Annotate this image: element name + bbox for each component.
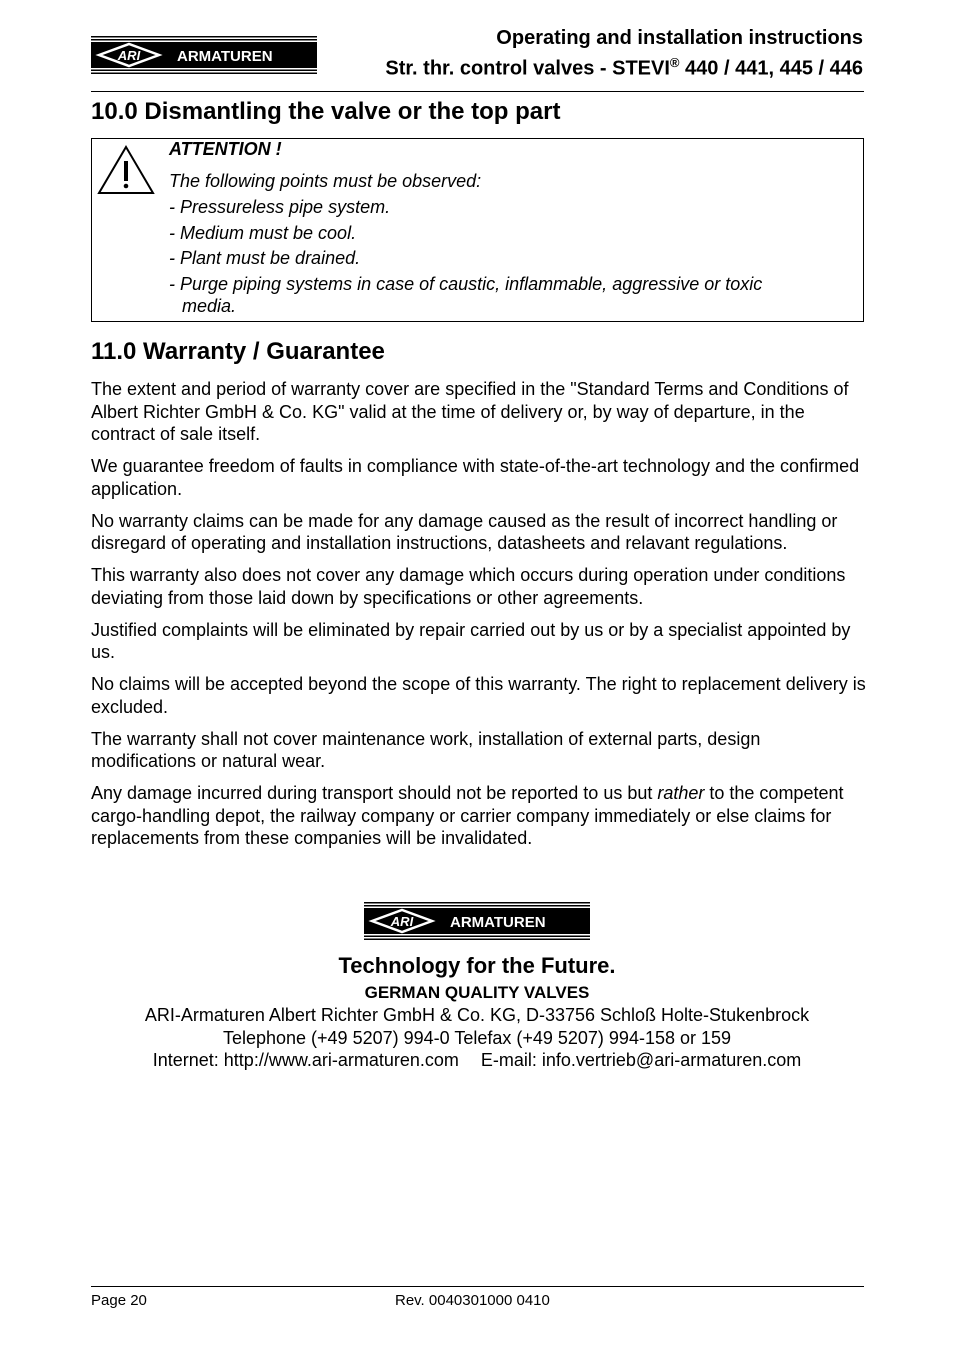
attention-item: media.	[182, 296, 237, 316]
attention-item: - Plant must be drained.	[169, 248, 361, 268]
paragraph: No warranty claims can be made for any damage caused as the result of incorrect handling or disregard of operating and installation instructions, datasheets and relavant regulations.	[91, 510, 838, 553]
attention-intro: The following points must be observed:	[169, 171, 482, 191]
quality-label: GERMAN QUALITY VALVES	[364, 983, 590, 1002]
paragraph: Any damage incurred during transport should not be reported to us but rather to the competent cargo-handling depot, the railway company or carrier company immediately or else claims for replacements from these companies will be invalidated.	[91, 783, 844, 848]
svg-text:ARMATUREN: ARMATUREN	[450, 914, 546, 931]
internet-link[interactable]: Internet: http://www.ari-armaturen.com	[152, 1050, 459, 1070]
section-11-heading: 11.0 Warranty / Guarantee	[91, 338, 385, 365]
svg-text:ARI: ARI	[117, 48, 141, 63]
company-phone: Telephone (+49 5207) 994-0 Telefax (+49 5207) 994-158 or 159	[222, 1028, 732, 1048]
svg-text:ARMATUREN: ARMATUREN	[177, 48, 273, 65]
section-10-heading: 10.0 Dismantling the valve or the top part	[91, 98, 561, 125]
slogan: Technology for the Future.	[338, 953, 616, 978]
attention-box	[91, 138, 864, 322]
email-link[interactable]: E-mail: info.vertrieb@ari-armaturen.com	[480, 1050, 802, 1070]
footer-rule	[91, 1286, 864, 1287]
company-contact	[0, 1049, 954, 1072]
product-title: Str. thr. control valves - STEVI® 440 / 441, 445 / 446	[385, 55, 863, 80]
svg-text:ARI: ARI	[390, 914, 414, 929]
ari-armaturen-logo	[91, 36, 317, 74]
paragraph: The warranty shall not cover maintenance work, installation of external parts, design modifications or natural wear.	[91, 728, 761, 771]
ari-armaturen-logo-footer	[364, 902, 590, 940]
header-rule	[91, 91, 864, 92]
revision: Rev. 0040301000 0410	[395, 1292, 550, 1309]
paragraph: Justified complaints will be eliminated by repair carried out by us or by a specialist appointed by us.	[91, 619, 851, 662]
attention-title: ATTENTION !	[169, 139, 282, 159]
company-address: ARI-Armaturen Albert Richter GmbH & Co. KG, D-33756 Schloß Holte-Stukenbrock	[144, 1005, 810, 1025]
attention-item: - Pressureless pipe system.	[169, 197, 391, 217]
document-title: Operating and installation instructions	[496, 27, 863, 49]
page-number: Page 20	[91, 1292, 147, 1309]
attention-item: - Medium must be cool.	[169, 223, 357, 243]
warning-triangle-icon	[97, 145, 155, 195]
paragraph: No claims will be accepted beyond the scope of this warranty. The right to replacement delivery is excluded.	[91, 674, 866, 717]
paragraph: We guarantee freedom of faults in compliance with state-of-the-art technology and the confirmed application.	[91, 456, 860, 499]
paragraph: This warranty also does not cover any damage which occurs during operation under conditions deviating from those laid down by specifications or other agreements.	[91, 565, 846, 608]
attention-item: - Purge piping systems in case of caustic, inflammable, aggressive or toxic	[169, 274, 763, 294]
paragraph: The extent and period of warranty cover are specified in the "Standard Terms and Conditions of Albert Richter GmbH & Co. KG" valid at the time of delivery or, by way of departure, in the contract of sale itself.	[91, 379, 849, 444]
warranty-text	[91, 378, 866, 859]
